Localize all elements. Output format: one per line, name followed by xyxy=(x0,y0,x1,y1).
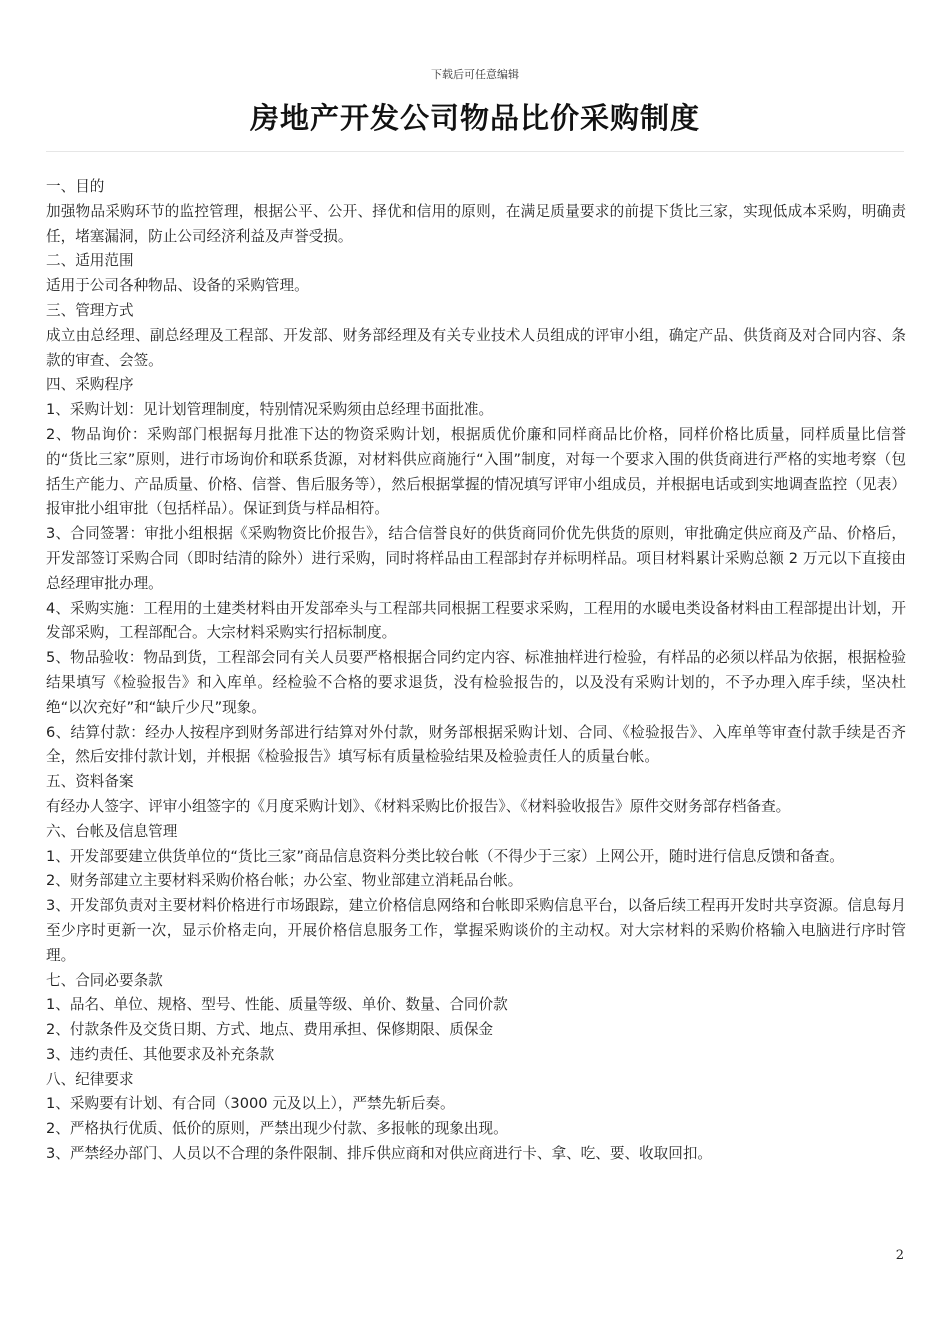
paragraph-records: 有经办人签字、评审小组签字的《月度采购计划》、《材料采购比价报告》、《材料验收报告》原件交财务部存档备查。 xyxy=(46,797,791,815)
document-body xyxy=(46,175,906,1167)
paragraph-ledger-1: 1、开发部要建立供货单位的“货比三家”商品信息资料分类比较台帐（不得少于三家）上网公开，随时进行信息反馈和备查。 xyxy=(46,847,844,865)
section-heading-purpose: 一、目的 xyxy=(46,178,105,195)
section-heading-discipline: 八、纪律要求 xyxy=(46,1070,134,1088)
paragraph-procedure-settlement: 6、结算付款：经办人按程序到财务部进行结算对外付款，财务部根据采购计划、合同、《检验报告》、入库单等审查付款手续是否齐全，然后安排付款计划，并根据《检验报告》填写标有质量检验结果及检验责任人的质量台帐。 xyxy=(46,723,906,766)
paragraph-contract-terms-3: 3、违约责任、其他要求及补充条款 xyxy=(46,1045,275,1063)
paragraph-procedure-contract: 3、合同签署：审批小组根据《采购物资比价报告》，结合信誉良好的供货商同价优先供货的原则，审批确定供应商及产品、价格后，开发部签订采购合同（即时结清的除外）进行采购，同时将样品由工程部封存并标明样品。项目材料累计采购总额 2 万元以下直接由总经理审批办理。 xyxy=(46,525,906,592)
page-number: 2 xyxy=(895,1248,904,1263)
header-note: 下载后可任意编辑 xyxy=(431,68,519,81)
section-heading-scope: 二、适用范围 xyxy=(46,252,134,270)
paragraph-procedure-inquiry: 2、物品询价：采购部门根据每月批准下达的物资采购计划，根据质优价廉和同样商品比价格，同样价格比质量，同样质量比信誉的“货比三家”原则，进行市场询价和联系货源，对材料供应商施行“入围”制度，对每一个要求入围的供货商进行严格的实地考察（包括生产能力、产品质量、价格、信誉、售后服务等），然后根据掌握的情况填写评审小组成员，并根据电话或到实地调查监控（见表）报审批小组审批（包括样品）。保证到货与样品相符。 xyxy=(46,425,906,518)
paragraph-procedure-plan: 1、采购计划：见计划管理制度，特别情况采购须由总经理书面批准。 xyxy=(46,401,494,419)
paragraph-purpose: 加强物品采购环节的监控管理，根据公平、公开、择优和信用的原则，在满足质量要求的前提下货比三家，实现低成本采购，明确责任，堵塞漏洞，防止公司经济利益及声誉受损。 xyxy=(46,202,906,245)
paragraph-discipline-2: 2、严格执行优质、低价的原则，严禁出现少付款、多报帐的现象出现。 xyxy=(46,1120,508,1138)
paragraph-discipline-1: 1、采购要有计划、有合同（3000 元及以上），严禁先斩后奏。 xyxy=(46,1095,455,1113)
paragraph-ledger-3: 3、开发部负责对主要材料价格进行市场跟踪，建立价格信息网络和台帐即采购信息平台，以备后续工程再开发时共享资源。信息每月至少序时更新一次，显示价格走向，开展价格信息服务工作，掌握采购谈价的主动权。对大宗材料的采购价格输入电脑进行序时管理。 xyxy=(46,897,906,964)
paragraph-procedure-implementation: 4、采购实施：工程用的土建类材料由开发部牵头与工程部共同根据工程要求采购，工程用的水暖电类设备材料由工程部提出计划，开发部采购，工程部配合。大宗材料采购实行招标制度。 xyxy=(46,599,906,642)
paragraph-procedure-acceptance: 5、物品验收：物品到货，工程部会同有关人员要严格根据合同约定内容、标准抽样进行检验，有样品的必须以样品为依据，根据检验结果填写《检验报告》和入库单。经检验不合格的要求退货，没有检验报告的，以及没有采购计划的，不予办理入库手续，坚决杜绝“以次充好”和“缺斤少尺”现象。 xyxy=(46,649,906,716)
section-heading-management: 三、管理方式 xyxy=(46,301,134,319)
paragraph-contract-terms-2: 2、付款条件及交货日期、方式、地点、费用承担、保修期限、质保金 xyxy=(46,1021,494,1039)
section-heading-contract-terms: 七、合同必要条款 xyxy=(46,971,163,989)
paragraph-contract-terms-1: 1、品名、单位、规格、型号、性能、质量等级、单价、数量、合同价款 xyxy=(46,996,508,1014)
paragraph-ledger-2: 2、财务部建立主要材料采购价格台帐；办公室、物业部建立消耗品台帐。 xyxy=(46,872,523,890)
document-title: 房地产开发公司物品比价采购制度 xyxy=(249,101,700,135)
section-heading-ledger: 六、台帐及信息管理 xyxy=(46,822,178,840)
paragraph-management: 成立由总经理、副总经理及工程部、开发部、财务部经理及有关专业技术人员组成的评审小组，确定产品、供货商及对合同内容、条款的审查、会签。 xyxy=(46,326,906,369)
paragraph-discipline-3: 3、严禁经办部门、人员以不合理的条件限制、排斥供应商和对供应商进行卡、拿、吃、要、收取回扣。 xyxy=(46,1145,713,1163)
section-heading-records: 五、资料备案 xyxy=(46,773,134,791)
paragraph-scope: 适用于公司各种物品、设备的采购管理。 xyxy=(46,277,309,295)
section-heading-procedure: 四、采购程序 xyxy=(46,376,134,394)
title-divider xyxy=(46,151,904,152)
